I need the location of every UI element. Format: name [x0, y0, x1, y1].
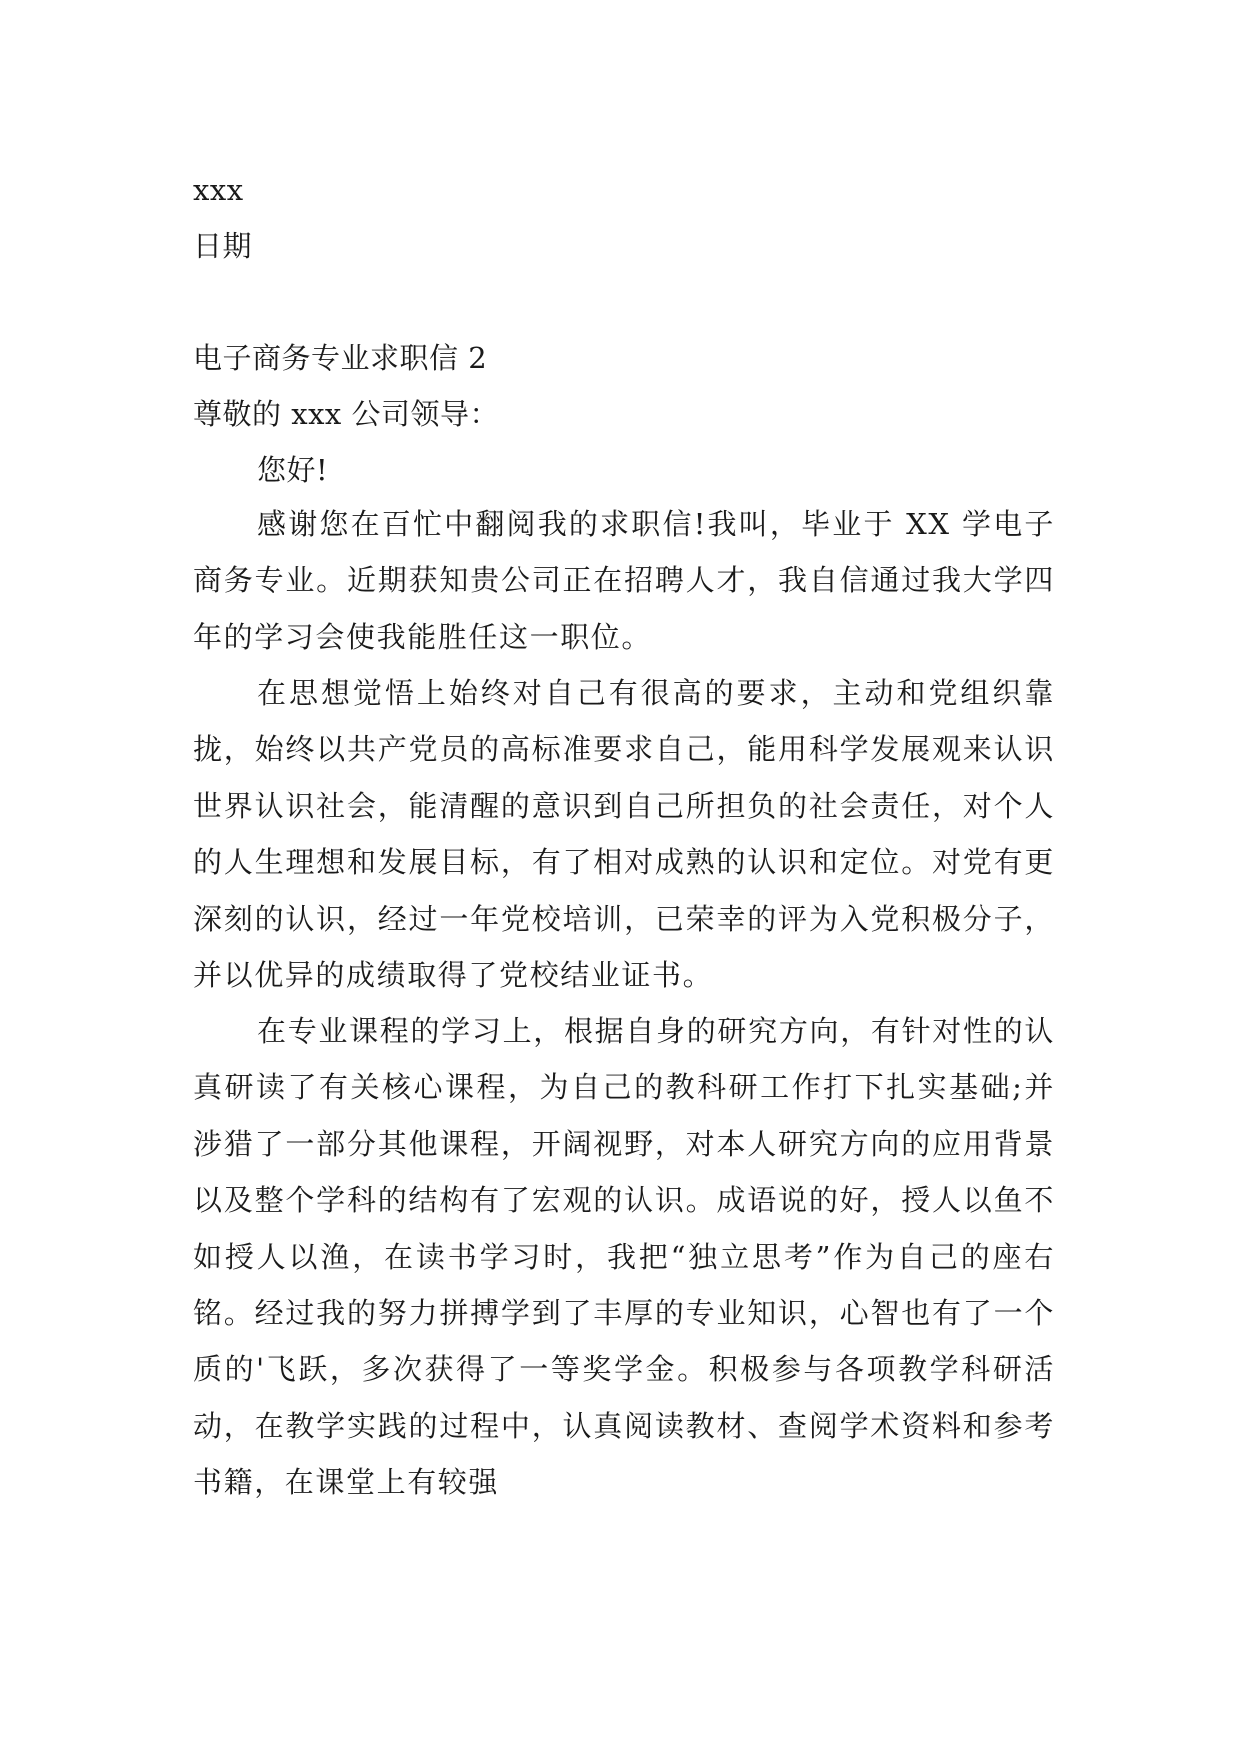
body-paragraph-1: 感谢您在百忙中翻阅我的求职信!我叫，毕业于 XX 学电子商务专业。近期获知贵公司正在招聘人才，我自信通过我大学四年的学习会使我能胜任这一职位。	[193, 507, 1055, 654]
letter-title: 电子商务专业求职信 2	[193, 341, 488, 375]
letter-salutation: 尊敬的 xxx 公司领导：	[193, 397, 500, 431]
body-paragraph-2: 在思想觉悟上始终对自己有很高的要求，主动和党组织靠拢，始终以共产党员的高标准要求自己，能用科学发展观来认识世界认识社会，能清醒的意识到自己所担负的社会责任，对个人的人生理想和发展目标，有了相对成熟的认识和定位。对党有更深刻的认识，经过一年党校培训，已荣幸的评为入党积极分子，并以优异的成绩取得了党校结业证书。	[193, 676, 1055, 993]
body-paragraph-3: 在专业课程的学习上，根据自身的研究方向，有针对性的认真研读了有关核心课程，为自己的教科研工作打下扎实基础;并涉猎了一部分其他课程，开阔视野，对本人研究方向的应用背景以及整个学科的结构有了宏观的认识。成语说的好，授人以鱼不如授人以渔，在读书学习时，我把“独立思考”作为自己的座右铭。经过我的努力拼搏学到了丰厚的专业知识，心智也有了一个质的'飞跃，多次获得了一等奖学金。积极参与各项教学科研活动，在教学实践的过程中，认真阅读教材、查阅学术资料和参考书籍，在课堂上有较强	[193, 1014, 1055, 1500]
letter-greeting: 您好!	[257, 453, 329, 487]
signature-date: 日期	[193, 229, 253, 263]
signature-name: xxx	[193, 173, 244, 207]
